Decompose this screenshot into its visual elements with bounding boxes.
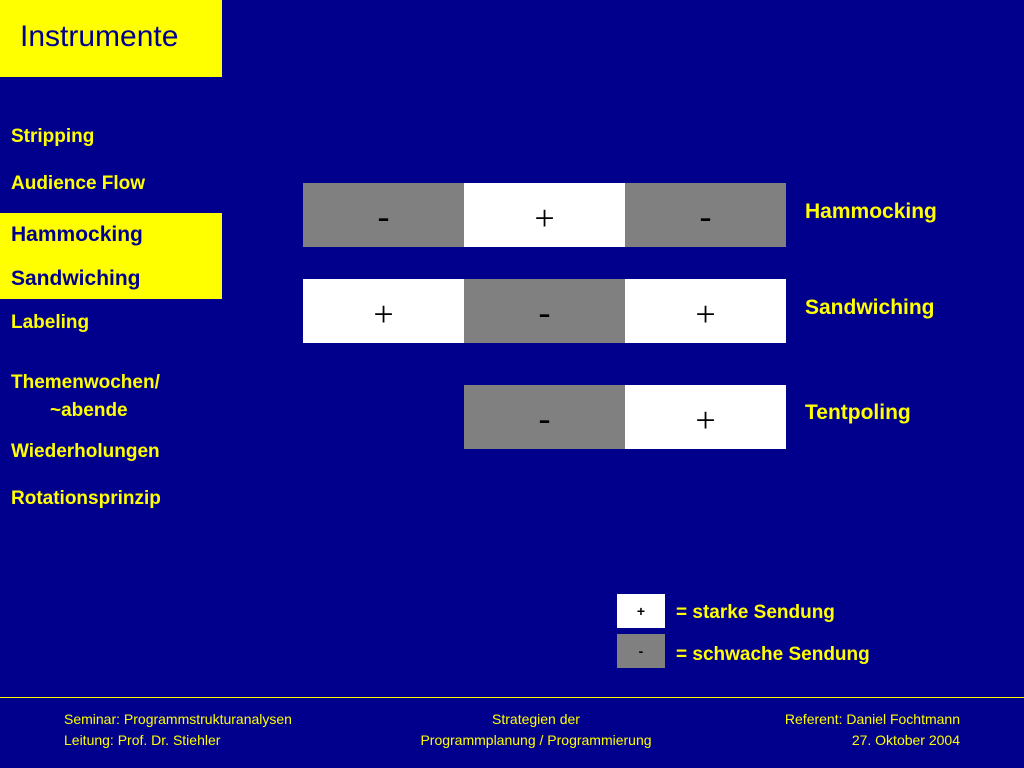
sandwiching-cell-1: + [303,279,464,343]
hammocking-cell-1: - [303,183,464,247]
nav-item-audience-flow[interactable]: Audience Flow [11,173,146,194]
footer-leitung: Leitung: Prof. Dr. Stiehler [64,732,221,748]
title-box [0,0,222,77]
hammocking-cell-3: - [625,183,786,247]
nav-item-rotationsprinzip[interactable]: Rotationsprinzip [11,488,161,509]
footer-date: 27. Oktober 2004 [851,732,960,748]
footer-divider [0,697,1024,698]
nav-item-sandwiching[interactable]: Sandwiching [11,267,141,290]
nav-item-stripping[interactable]: Stripping [11,126,95,147]
nav-item-themenabende[interactable]: ~abende [50,400,128,421]
footer-seminar: Seminar: Programmstrukturanalysen [64,711,292,727]
footer-referent: Referent: Daniel Fochtmann [784,711,960,727]
hammocking-cell-2: + [464,183,625,247]
legend-swatch-strong: + [617,594,665,628]
row-label-tentpoling: Tentpoling [805,401,911,424]
footer-topic-line1: Strategien der [492,711,580,727]
nav-item-hammocking[interactable]: Hammocking [11,223,143,246]
row-label-hammocking: Hammocking [805,200,937,223]
footer-right [785,709,960,751]
nav-item-themenwochen[interactable]: Themenwochen/ [11,372,160,393]
footer-left [64,709,292,751]
nav-item-labeling[interactable]: Labeling [11,312,90,333]
sandwiching-cell-2: - [464,279,625,343]
row-label-sandwiching: Sandwiching [805,296,935,319]
footer-topic-line2: Programmplanung / Programmierung [420,732,652,748]
page-title: Instrumente [20,20,179,53]
tentpoling-cell-2: + [625,385,786,449]
tentpoling-cell-1: - [464,385,625,449]
sandwiching-cell-3: + [625,279,786,343]
legend-text-weak: = schwache Sendung [676,644,870,665]
footer-center [386,709,686,751]
legend-swatch-weak: - [617,634,665,668]
nav-item-wiederholungen[interactable]: Wiederholungen [11,441,160,462]
legend-text-strong: = starke Sendung [676,602,835,623]
